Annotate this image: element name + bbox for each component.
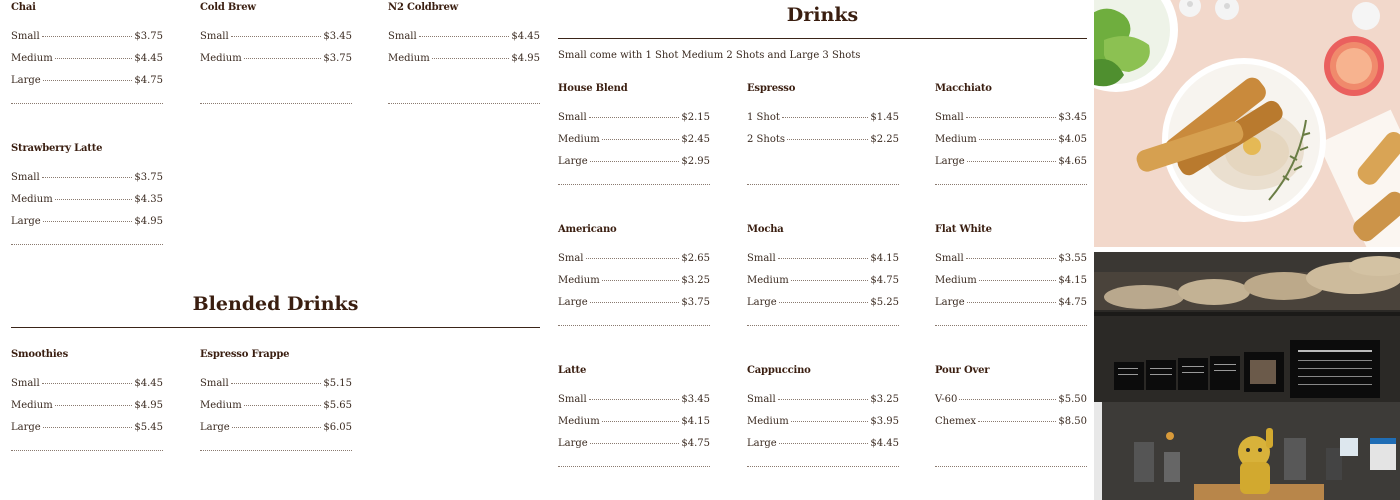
dot-leader (589, 399, 680, 400)
price-value: $4.45 (511, 31, 540, 42)
dotted-separator (747, 466, 899, 467)
dot-leader (55, 58, 133, 59)
price-value: $5.15 (323, 378, 352, 389)
item-title: Chai (11, 2, 36, 13)
menu-item-espresso-frappe (200, 348, 352, 451)
price-value: $4.45 (134, 378, 163, 389)
size-label: Small (11, 31, 40, 42)
price-value: $4.75 (681, 438, 710, 449)
price-rows (558, 394, 710, 460)
size-label: Small (200, 378, 229, 389)
menu-item-house-blend (558, 82, 710, 185)
price-rows (935, 394, 1087, 460)
menu-item-flat-white (935, 223, 1087, 326)
price-value: $3.45 (1058, 112, 1087, 123)
price-value: $8.50 (1058, 416, 1087, 427)
menu-item-n2-coldbrew (388, 1, 540, 104)
price-value: $5.50 (1058, 394, 1087, 405)
price-row (11, 422, 163, 444)
size-label: Small (935, 112, 964, 123)
price-row (11, 53, 163, 75)
item-title: Flat White (935, 224, 992, 235)
dot-leader (42, 177, 133, 178)
price-value: $3.75 (134, 172, 163, 183)
section-rule-drinks (558, 38, 1087, 39)
size-label: Large (11, 422, 41, 433)
price-value: $4.95 (134, 216, 163, 227)
drinks-shot-note: Small come with 1 Shot Medium 2 Shots and Large 3 Shots (558, 50, 861, 61)
price-value: $2.15 (681, 112, 710, 123)
dot-leader (232, 427, 322, 428)
price-row (388, 31, 540, 53)
menu-item-cold-brew (200, 1, 352, 104)
size-label: Medium (935, 134, 977, 145)
price-rows (935, 112, 1087, 178)
dot-leader (979, 280, 1057, 281)
price-value: $3.75 (681, 297, 710, 308)
price-row (935, 253, 1087, 275)
size-label: Large (11, 216, 41, 227)
size-label: Medium (747, 275, 789, 286)
empty-row (747, 156, 899, 178)
price-value: $3.25 (870, 394, 899, 405)
size-label: Medium (747, 416, 789, 427)
menu-item-americano (558, 223, 710, 326)
price-row (935, 156, 1087, 178)
dot-leader (231, 383, 322, 384)
dot-leader (967, 161, 1057, 162)
price-row (747, 134, 899, 156)
price-row (558, 416, 710, 438)
size-label: Large (935, 156, 965, 167)
price-row (200, 422, 352, 444)
price-value: $4.95 (134, 400, 163, 411)
price-row (558, 438, 710, 460)
dotted-separator (11, 103, 163, 104)
empty-row (935, 438, 1087, 460)
dotted-separator (11, 450, 163, 451)
empty-row (200, 75, 352, 97)
price-value: $5.45 (134, 422, 163, 433)
size-label: Medium (558, 275, 600, 286)
price-row (747, 416, 899, 438)
size-label: Large (558, 297, 588, 308)
price-value: $4.35 (134, 194, 163, 205)
price-value: $4.75 (1058, 297, 1087, 308)
dotted-separator (388, 103, 540, 104)
menu-item-pour-over (935, 364, 1087, 467)
section-title-drinks: Drinks (786, 4, 859, 26)
dot-leader (586, 258, 680, 259)
dot-leader (967, 302, 1057, 303)
dot-leader (787, 139, 868, 140)
price-row (558, 156, 710, 178)
dot-leader (42, 383, 133, 384)
dot-leader (959, 399, 1056, 400)
item-title: House Blend (558, 83, 628, 94)
price-rows (11, 172, 163, 238)
menu-item-smoothies (11, 348, 163, 451)
price-value: $1.45 (870, 112, 899, 123)
dot-leader (966, 258, 1057, 259)
price-value: $3.95 (870, 416, 899, 427)
price-row (558, 112, 710, 134)
price-row (11, 75, 163, 97)
item-title: Americano (558, 224, 617, 235)
size-label: Medium (11, 194, 53, 205)
size-label: Medium (558, 134, 600, 145)
item-title: Strawberry Latte (11, 143, 103, 154)
price-row (747, 253, 899, 275)
dot-leader (602, 280, 680, 281)
dot-leader (978, 421, 1056, 422)
price-row (200, 53, 352, 75)
size-label: Medium (388, 53, 430, 64)
price-row (747, 112, 899, 134)
dotted-separator (747, 184, 899, 185)
dot-leader (419, 36, 510, 37)
dot-leader (782, 117, 868, 118)
item-title: Pour Over (935, 365, 990, 376)
size-label: Small (558, 112, 587, 123)
price-row (200, 31, 352, 53)
dot-leader (589, 117, 680, 118)
menu-item-latte (558, 364, 710, 467)
dot-leader (791, 280, 869, 281)
size-label: Chemex (935, 416, 977, 427)
size-label: Small (558, 394, 587, 405)
dotted-separator (935, 325, 1087, 326)
item-title: Cold Brew (200, 2, 256, 13)
dot-leader (779, 443, 869, 444)
price-rows (200, 378, 352, 444)
dot-leader (244, 58, 322, 59)
price-rows (558, 253, 710, 319)
price-rows (11, 378, 163, 444)
price-row (935, 112, 1087, 134)
dot-leader (42, 36, 133, 37)
dot-leader (231, 36, 322, 37)
price-rows (388, 31, 540, 97)
dot-leader (602, 139, 680, 140)
section-rule-blended (11, 327, 540, 328)
dot-leader (43, 221, 133, 222)
size-label: Medium (200, 53, 242, 64)
size-label: 2 Shots (747, 134, 786, 145)
price-value: $4.15 (1058, 275, 1087, 286)
dot-leader (778, 258, 869, 259)
price-value: $3.75 (134, 31, 163, 42)
price-row (747, 275, 899, 297)
price-value: $5.25 (870, 297, 899, 308)
price-row (558, 275, 710, 297)
size-label: Small (747, 253, 776, 264)
dotted-separator (935, 466, 1087, 467)
price-row (11, 400, 163, 422)
size-label: Large (558, 438, 588, 449)
dotted-separator (747, 325, 899, 326)
price-row (388, 53, 540, 75)
price-row (935, 297, 1087, 319)
dotted-separator (558, 466, 710, 467)
price-value: $3.45 (323, 31, 352, 42)
size-label: 1 Shot (747, 112, 780, 123)
price-row (747, 297, 899, 319)
price-value: $4.05 (1058, 134, 1087, 145)
item-title: Mocha (747, 224, 784, 235)
dotted-separator (558, 184, 710, 185)
dotted-separator (200, 450, 352, 451)
price-row (11, 172, 163, 194)
dot-leader (602, 421, 680, 422)
price-value: $2.65 (681, 253, 710, 264)
price-value: $5.65 (323, 400, 352, 411)
price-row (747, 394, 899, 416)
price-rows (200, 31, 352, 97)
item-title: Espresso Frappe (200, 349, 290, 360)
price-value: $3.75 (323, 53, 352, 64)
price-row (200, 378, 352, 400)
price-row (935, 394, 1087, 416)
price-value: $4.45 (870, 438, 899, 449)
size-label: Small (11, 378, 40, 389)
menu-item-cappuccino (747, 364, 899, 467)
price-value: $2.95 (681, 156, 710, 167)
price-value: $4.15 (681, 416, 710, 427)
dot-leader (55, 199, 133, 200)
size-label: V-60 (935, 394, 958, 405)
dot-leader (43, 80, 133, 81)
menu-item-mocha (747, 223, 899, 326)
empty-row (388, 75, 540, 97)
item-title: Smoothies (11, 349, 69, 360)
menu-item-espresso (747, 82, 899, 185)
item-title: N2 Coldbrew (388, 2, 459, 13)
price-rows (558, 112, 710, 178)
menu-item-chai (11, 1, 163, 104)
price-value: $2.25 (870, 134, 899, 145)
dot-leader (778, 399, 869, 400)
price-value: $2.45 (681, 134, 710, 145)
price-row (558, 253, 710, 275)
price-value: $4.65 (1058, 156, 1087, 167)
size-label: Medium (558, 416, 600, 427)
dot-leader (590, 302, 680, 303)
size-label: Smal (558, 253, 584, 264)
item-title: Latte (558, 365, 587, 376)
price-rows (747, 394, 899, 460)
price-row (558, 297, 710, 319)
cafe-counter-photo (1094, 252, 1400, 500)
price-row (935, 275, 1087, 297)
dotted-separator (558, 325, 710, 326)
price-value: $4.15 (870, 253, 899, 264)
price-value: $4.75 (870, 275, 899, 286)
price-value: $4.75 (134, 75, 163, 86)
item-title: Macchiato (935, 83, 992, 94)
price-row (935, 134, 1087, 156)
price-value: $3.25 (681, 275, 710, 286)
price-value: $4.45 (134, 53, 163, 64)
price-row (200, 400, 352, 422)
dot-leader (979, 139, 1057, 140)
price-value: $3.45 (681, 394, 710, 405)
size-label: Small (747, 394, 776, 405)
price-row (558, 394, 710, 416)
menu-item-strawberry-latte (11, 142, 163, 245)
dot-leader (779, 302, 869, 303)
price-rows (935, 253, 1087, 319)
size-label: Large (747, 438, 777, 449)
size-label: Small (200, 31, 229, 42)
size-label: Medium (200, 400, 242, 411)
size-label: Medium (11, 400, 53, 411)
price-rows (747, 253, 899, 319)
size-label: Medium (11, 53, 53, 64)
price-row (11, 194, 163, 216)
price-row (11, 378, 163, 400)
price-rows (747, 112, 899, 178)
size-label: Small (388, 31, 417, 42)
price-row (747, 438, 899, 460)
dot-leader (590, 161, 680, 162)
dot-leader (55, 405, 133, 406)
price-value: $4.95 (511, 53, 540, 64)
item-title: Espresso (747, 83, 796, 94)
price-value: $3.55 (1058, 253, 1087, 264)
dot-leader (590, 443, 680, 444)
price-rows (11, 31, 163, 97)
dot-leader (966, 117, 1057, 118)
size-label: Large (747, 297, 777, 308)
dot-leader (791, 421, 869, 422)
dot-leader (244, 405, 322, 406)
dot-leader (432, 58, 510, 59)
price-row (11, 216, 163, 238)
size-label: Large (11, 75, 41, 86)
size-label: Large (200, 422, 230, 433)
section-title-blended: Blended Drinks (192, 293, 359, 315)
dot-leader (43, 427, 133, 428)
size-label: Small (935, 253, 964, 264)
size-label: Large (558, 156, 588, 167)
dotted-separator (935, 184, 1087, 185)
menu-item-macchiato (935, 82, 1087, 185)
price-row (558, 134, 710, 156)
size-label: Small (11, 172, 40, 183)
size-label: Large (935, 297, 965, 308)
price-row (935, 416, 1087, 438)
food-photo (1094, 0, 1400, 247)
item-title: Cappuccino (747, 365, 811, 376)
size-label: Medium (935, 275, 977, 286)
price-value: $6.05 (323, 422, 352, 433)
price-row (11, 31, 163, 53)
dotted-separator (200, 103, 352, 104)
dotted-separator (11, 244, 163, 245)
